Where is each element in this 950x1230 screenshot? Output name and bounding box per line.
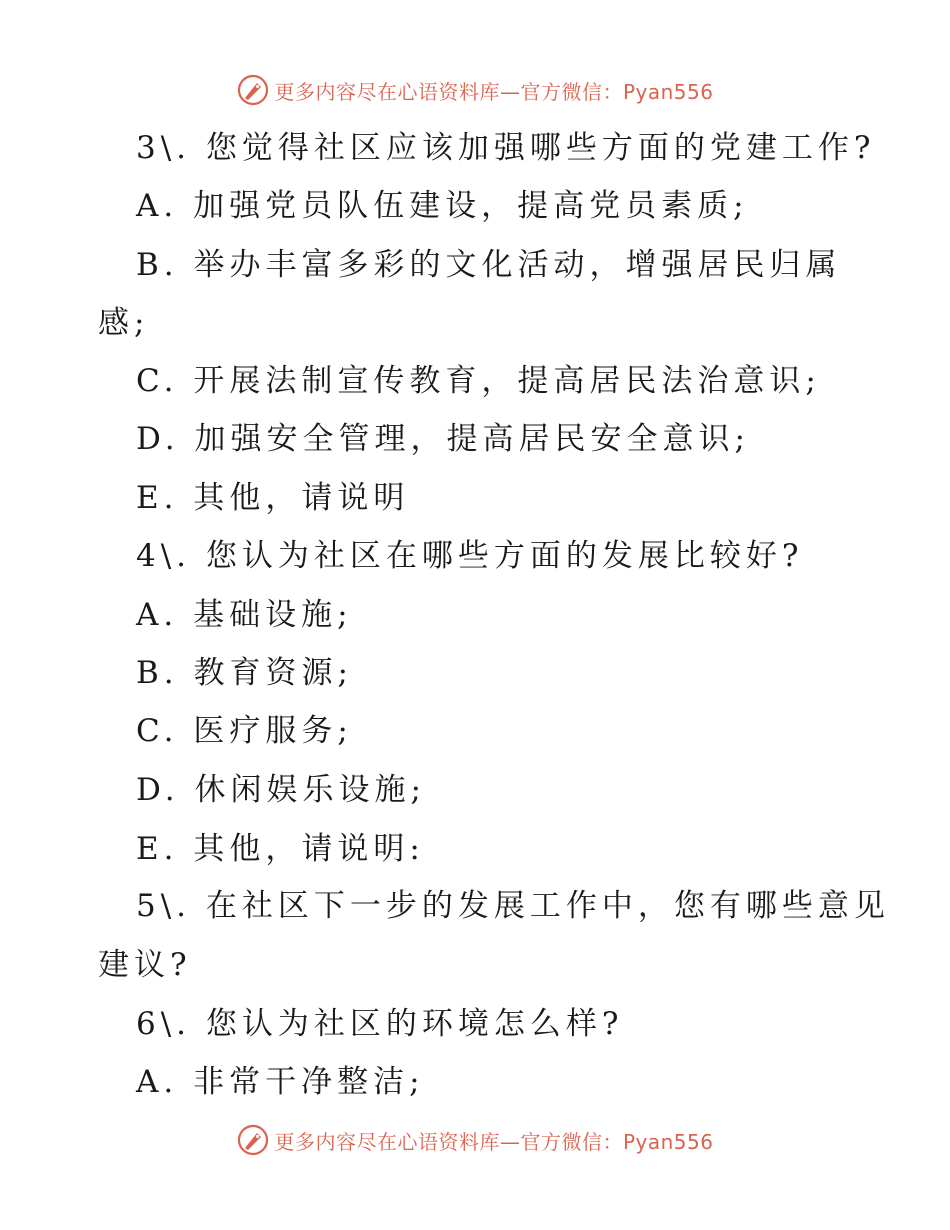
q4-option-d: D. 休闲娱乐设施;	[136, 772, 426, 808]
footer-watermark-banner	[0, 1120, 950, 1160]
q3-option-c: C. 开展法制宣传教育，提高居民法治意识;	[136, 363, 821, 399]
q4-option-c: C. 医疗服务;	[136, 713, 353, 749]
q4-option-e: E. 其他，请说明:	[136, 831, 425, 867]
header-watermark-banner	[0, 70, 950, 110]
question-5: 5\. 在社区下一步的发展工作中，您有哪些意见	[136, 888, 890, 924]
watermark-text: 更多内容尽在心语资料库—官方微信：Pyan556	[274, 79, 714, 104]
q4-option-b: B. 教育资源;	[136, 655, 353, 691]
question-3: 3\. 您觉得社区应该加强哪些方面的党建工作?	[136, 130, 876, 166]
q3-option-b: B. 举办丰富多彩的文化活动，增强居民归属	[136, 247, 842, 283]
question-5-continued: 建议?	[98, 947, 192, 983]
question-6: 6\. 您认为社区的环境怎么样?	[136, 1006, 624, 1042]
q3-option-e: E. 其他，请说明	[136, 480, 410, 516]
q6-option-a: A. 非常干净整洁;	[136, 1064, 425, 1100]
question-4: 4\. 您认为社区在哪些方面的发展比较好?	[136, 538, 804, 574]
q3-option-a: A. 加强党员队伍建设，提高党员素质;	[136, 188, 749, 224]
pen-nib-logo-icon	[236, 73, 270, 107]
q4-option-a: A. 基础设施;	[136, 597, 353, 633]
pen-nib-logo-icon	[236, 1123, 270, 1157]
q3-option-d: D. 加强安全管理，提高居民安全意识;	[136, 421, 750, 457]
watermark-text: 更多内容尽在心语资料库—官方微信：Pyan556	[274, 1129, 714, 1154]
q3-option-b-continued: 感;	[98, 305, 150, 341]
